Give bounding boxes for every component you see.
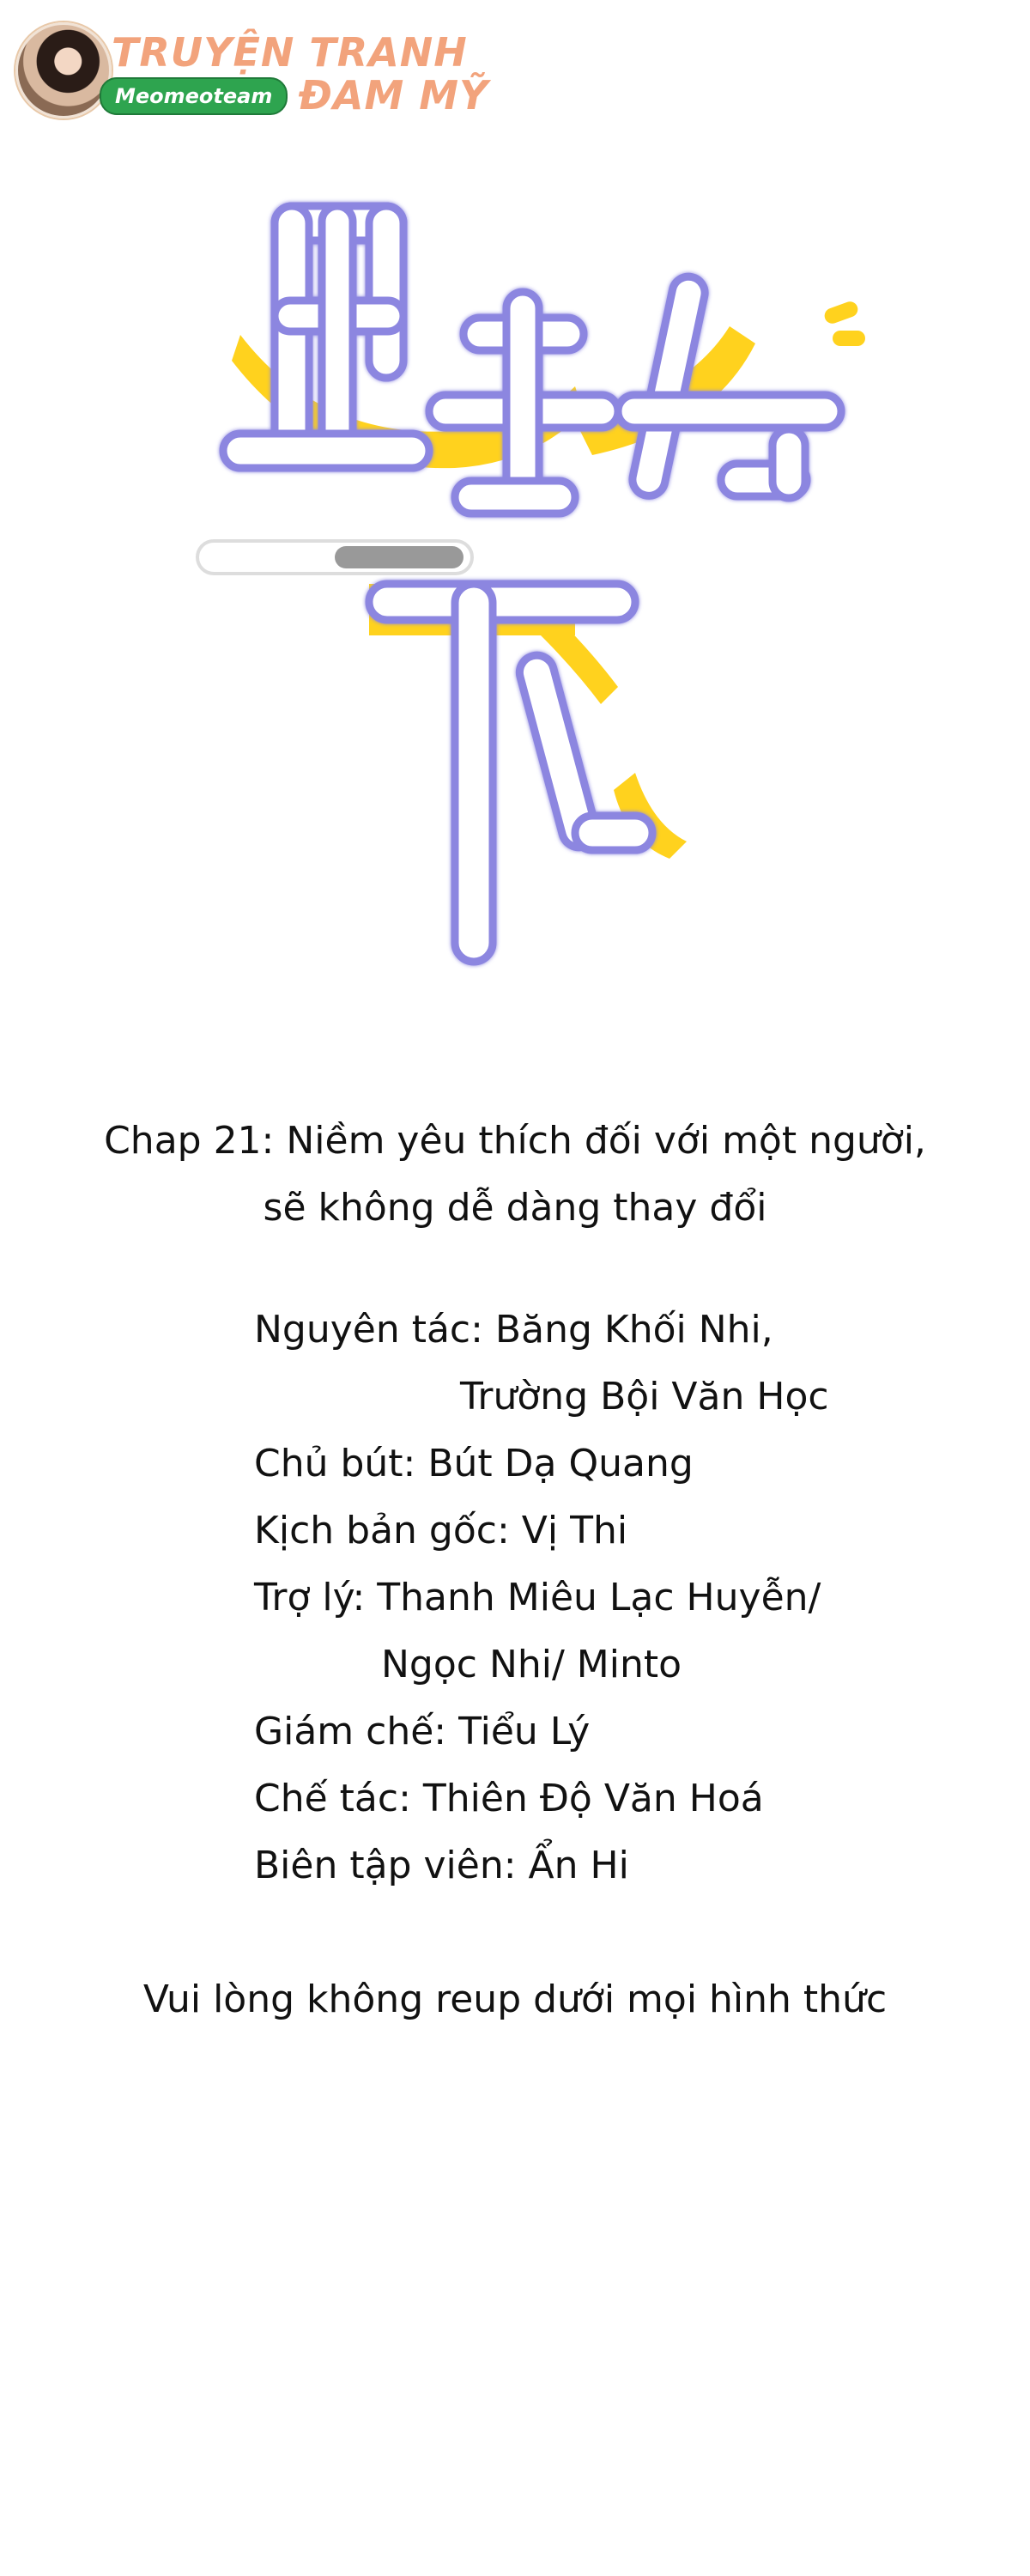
credit-original-publisher: Trường Bội Văn Học — [460, 1375, 829, 1419]
logo-bar — [197, 541, 472, 574]
credit-assistants: Trợ lý: Thanh Miêu Lạc Huyễn/ — [254, 1576, 821, 1619]
credit-assistants-cont: Ngọc Nhi/ Minto — [381, 1643, 682, 1686]
credit-list — [254, 1297, 829, 1899]
chapter-title-line1: Chap 21: Niềm yêu thích đối với một người, — [104, 1119, 926, 1163]
credit-original-author: Nguyên tác: Băng Khối Nhi, — [254, 1308, 773, 1352]
credit-chief-writer: Chủ bút: Bút Dạ Quang — [254, 1442, 694, 1485]
logo-characters — [223, 206, 841, 962]
watermark-title-line2: ĐAM MỸ — [299, 72, 489, 118]
reup-notice: Vui lòng không reup dưới mọi hình thức — [142, 1978, 888, 2021]
chapter-title-line2: sẽ không dễ dàng thay đổi — [263, 1186, 767, 1230]
title-logo — [172, 172, 876, 996]
credit-production: Chế tác: Thiên Độ Văn Hoá — [254, 1777, 764, 1820]
credit-supervisor: Giám chế: Tiểu Lý — [254, 1710, 591, 1753]
watermark-title-line1: TRUYỆN TRANH — [112, 29, 468, 76]
watermark — [15, 22, 530, 125]
credit-script: Kịch bản gốc: Vị Thi — [254, 1509, 628, 1552]
credit-editor: Biên tập viên: Ẩn Hi — [254, 1844, 629, 1887]
credits-section — [0, 1108, 1030, 2021]
watermark-badge: Meomeoteam — [100, 77, 288, 115]
avatar — [15, 22, 112, 118]
